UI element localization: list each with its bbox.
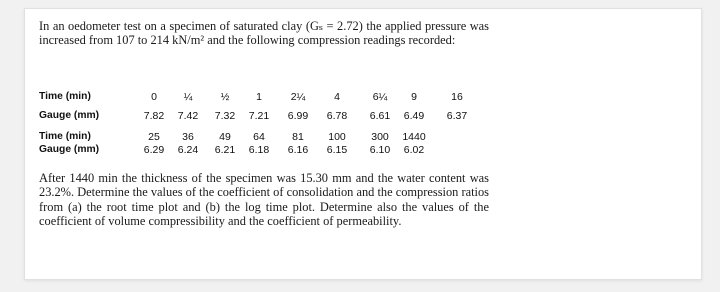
gauge-cell: 6.18: [248, 144, 270, 156]
time-cell: 64: [253, 131, 265, 143]
gauge-label: Gauge (mm): [39, 144, 100, 155]
gauge-cell: 6.78: [326, 110, 348, 122]
gauge-cell: 7.42: [177, 110, 199, 122]
time-cell: 36: [182, 131, 194, 143]
gauge-cell: 6.24: [177, 144, 199, 156]
gauge-cell: 6.61: [369, 110, 391, 122]
time-cell: 2¼: [290, 91, 306, 103]
time-cell: 100: [328, 131, 346, 143]
time-cell: 9: [411, 91, 417, 103]
time-cell: 1440: [402, 131, 426, 143]
time-cell: 0: [151, 91, 157, 103]
gauge-cell: 6.21: [214, 144, 236, 156]
gauge-cell: 6.02: [403, 144, 425, 156]
time-label: Time (min): [39, 131, 91, 142]
problem-card: [24, 8, 702, 280]
gauge-cell: 6.10: [369, 144, 391, 156]
time-cell: 300: [371, 131, 389, 143]
gauge-label: Gauge (mm): [39, 110, 100, 121]
gauge-cell: 6.99: [287, 110, 309, 122]
time-cell: 81: [292, 131, 304, 143]
problem-questions: After 1440 min the thickness of the specimen was 15.30 mm and the water content was 23.2%. Determine the values of the coefficient of consolidation and the compression ratios from (a) the root time plot and (b) the log time plot. Determine also the values of the coefficient of volume compressibility and the coefficient of permeability.: [39, 171, 489, 229]
gauge-cell: 6.15: [326, 144, 348, 156]
gauge-cell: 6.49: [403, 110, 425, 122]
time-label: Time (min): [39, 91, 91, 102]
problem-intro: In an oedometer test on a specimen of saturated clay (Gₛ = 2.72) the applied pressure was increased from 107 to 214 kN/m² and the following compression readings recorded:: [39, 19, 489, 48]
time-cell: 16: [451, 91, 463, 103]
gauge-cell: 6.37: [446, 110, 468, 122]
time-cell: 49: [219, 131, 231, 143]
gauge-cell: 6.16: [287, 144, 309, 156]
time-cell: ½: [220, 91, 230, 103]
gauge-cell: 7.21: [248, 110, 270, 122]
time-cell: 25: [148, 131, 160, 143]
time-cell: 1: [256, 91, 262, 103]
time-cell: 4: [334, 91, 340, 103]
time-cell: ¼: [183, 91, 193, 103]
gauge-cell: 7.82: [143, 110, 165, 122]
gauge-cell: 7.32: [214, 110, 236, 122]
time-cell: 6¼: [372, 91, 388, 103]
gauge-cell: 6.29: [143, 144, 165, 156]
